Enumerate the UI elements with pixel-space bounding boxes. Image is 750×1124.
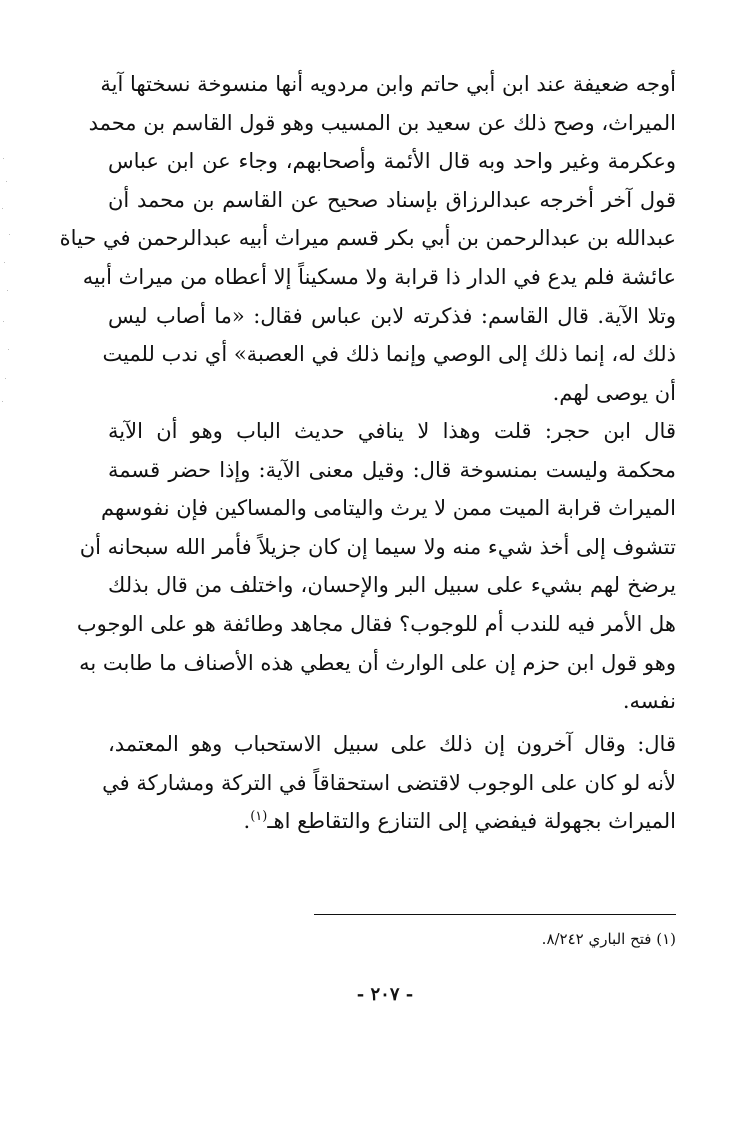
text-line: قول آخر أخرجه عبدالرزاق بإسناد صحيح عن القاسم بن محمد أن [108, 187, 676, 212]
text-line: يرضخ لهم بشيء على سبيل البر والإحسان، واختلف من قال بذلك [108, 573, 676, 598]
text-line: هل الأمر فيه للندب أم للوجوب؟ فقال مجاهد وطائفة هو على الوجوب [76, 611, 676, 636]
footnote-reference: (١) [250, 809, 268, 825]
text-line: الميراث قرابة الميت ممن لا يرث واليتامى والمساكين فإن نفوسهم [100, 496, 676, 521]
footnote: (١) فتح الباري ٨/٢٤٢. [541, 930, 676, 948]
text-line: أن يوصى لهم. [552, 380, 676, 405]
text-line: محكمة وليست بمنسوخة قال: وقيل معنى الآية: وإذا حضر قسمة [108, 457, 676, 482]
text-line: لأنه لو كان على الوجوب لاقتضى استحقاقاً في التركة ومشاركة في [102, 770, 676, 795]
text-line: أوجه ضعيفة عند ابن أبي حاتم وابن مردويه أنها منسوخة نسختها آية [100, 72, 676, 96]
text-line: عائشة فلم يدع في الدار ذا قرابة ولا مسكيناً إلا أعطاه من ميراث أبيه [82, 264, 676, 289]
text-line: الميراث، وصح ذلك عن سعيد بن المسيب وهو قول القاسم بن محمد [88, 110, 676, 135]
text-line: قال ابن حجر: قلت وهذا لا ينافي حديث الباب وهو أن الآية [108, 419, 676, 443]
paragraph-2 [76, 412, 676, 721]
page-number: - ٢٠٧ - [356, 984, 414, 1005]
footnote-separator [314, 914, 676, 915]
text-line: نفسه. [622, 689, 676, 714]
text-line: ذلك له، إنما ذلك إلى الوصي وإنما ذلك في العصبة» أي ندب للميت [102, 342, 676, 367]
paragraph-1 [59, 65, 676, 412]
text-line: وهو قول ابن حزم إن على الوارث أن يعطي هذه الأصناف ما طابت به [79, 650, 676, 675]
text-line: قال: وقال آخرون إن ذلك على سبيل الاستحباب وهو المعتمد، [108, 732, 676, 756]
text-line-end-punctuation: . [243, 809, 251, 834]
paragraph-3 [102, 725, 676, 841]
text-line: وتلا الآية. قال القاسم: فذكرته لابن عباس فقال: «ما أصاب ليس [108, 303, 676, 328]
text-line-last [108, 802, 676, 841]
text-line-content: الميراث بجهولة فيفضي إلى التنازع والتقاطع اهـ [267, 809, 676, 834]
text-line: وعكرمة وغير واحد وبه قال الأئمة وأصحابهم، وجاء عن ابن عباس [108, 149, 676, 174]
scan-noise [0, 150, 14, 410]
text-line: عبدالله بن عبدالرحمن بن أبي بكر قسم ميراث أبيه عبدالرحمن في حياة [59, 226, 676, 251]
text-line: تتشوف إلى أخذ شيء منه ولا سيما إن كان جزيلاً فأمر الله سبحانه أن [79, 534, 676, 559]
